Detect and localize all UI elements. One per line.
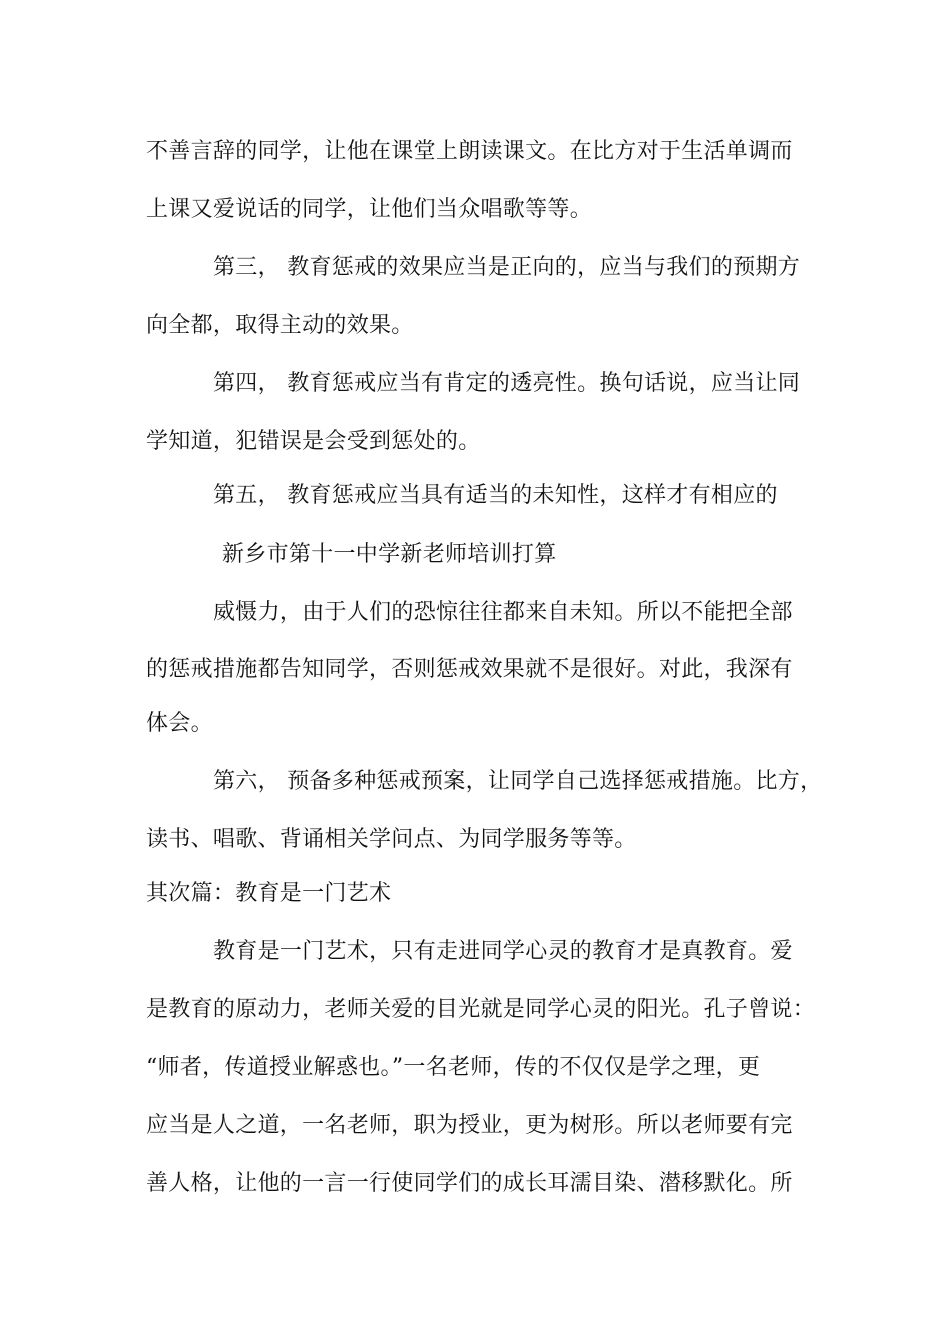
paragraph-fifth: 第五， 教育惩戒应当具有适当的未知性，这样才有相应的 — [213, 483, 778, 508]
section-heading: 其次篇：教育是一门艺术 — [146, 881, 392, 906]
page-header-title: 新乡市第十一中学新老师培训打算 — [222, 542, 557, 567]
body-line-13: 读书、唱歌、背诵相关学问点、为同学服务等等。 — [146, 827, 637, 852]
body-line-6: 学知道，犯错误是会受到惩处的。 — [146, 429, 481, 454]
body-line-1: 不善言辞的同学，让他在课堂上朗读课文。在比方对于生活单调而 — [146, 139, 793, 164]
body-line-18: 应当是人之道，一名老师，职为授业，更为树形。所以老师要有完 — [146, 1113, 793, 1138]
paragraph-sixth: 第六， 预备多种惩戒预案，让同学自己选择惩戒措施。比方， — [213, 769, 823, 794]
paragraph-third: 第三， 教育惩戒的效果应当是正向的，应当与我们的预期方 — [213, 255, 801, 280]
body-line-11: 体会。 — [146, 711, 213, 736]
body-line-19: 善人格，让他的一言一行使同学们的成长耳濡目染、潜移默化。所 — [146, 1171, 793, 1196]
body-line-16: 是教育的原动力，老师关爱的目光就是同学心灵的阳光。孔子曾说： — [146, 997, 816, 1022]
body-line-9: 威慑力，由于人们的恐惊往往都来自未知。所以不能把全部 — [213, 600, 793, 625]
paragraph-fourth: 第四， 教育惩戒应当有肯定的透亮性。换句话说，应当让同 — [213, 371, 801, 396]
body-line-2: 上课又爱说话的同学，让他们当众唱歌等等。 — [146, 197, 593, 222]
paragraph-art-intro: 教育是一门艺术，只有走进同学心灵的教育才是真教育。爱 — [213, 939, 793, 964]
body-line-17: “师者，传道授业解惑也。”一名老师，传的不仅仅是学之理，更 — [146, 1055, 761, 1080]
body-line-10: 的惩戒措施都告知同学，否则惩戒效果就不是很好。对此，我深有 — [146, 657, 793, 682]
body-line-4: 向全都，取得主动的效果。 — [146, 313, 414, 338]
